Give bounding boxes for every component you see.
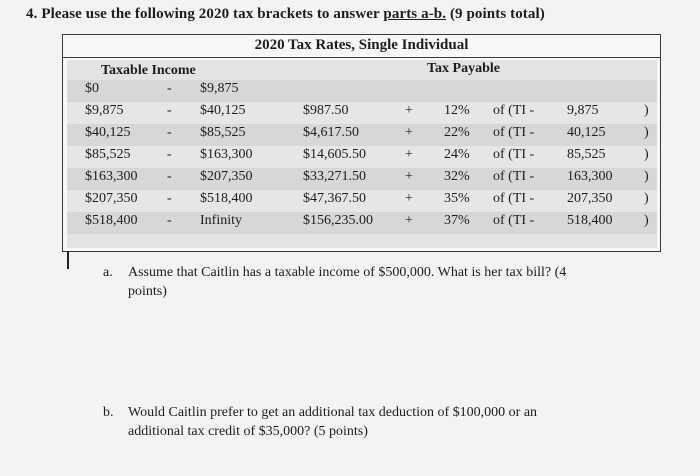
marginal-rate: 32%: [444, 169, 470, 184]
table-row: [67, 80, 657, 102]
bracket-low: $0: [85, 81, 99, 96]
bracket-dash: -: [167, 213, 172, 228]
plus-sign: +: [405, 213, 413, 228]
of-ti-label: of (TI -: [493, 125, 535, 140]
plus-sign: +: [405, 103, 413, 118]
table-row: [67, 212, 657, 234]
table-row: [67, 124, 657, 146]
plus-sign: +: [405, 125, 413, 140]
bracket-dash: -: [167, 147, 172, 162]
question-header: [26, 6, 545, 23]
marginal-rate: 22%: [444, 125, 470, 140]
threshold-amount: 85,525: [567, 147, 606, 162]
bracket-low: $518,400: [85, 213, 138, 228]
table-row: [67, 190, 657, 212]
bracket-low: $207,350: [85, 191, 138, 206]
base-tax: $156,235.00: [303, 213, 373, 228]
part-a: [103, 263, 693, 303]
base-tax: $47,367.50: [303, 191, 366, 206]
marginal-rate: 12%: [444, 103, 470, 118]
table-row: [67, 102, 657, 124]
bracket-dash: -: [167, 81, 172, 96]
taxable-income-header: Taxable Income: [101, 63, 196, 78]
of-ti-label: of (TI -: [493, 213, 535, 228]
threshold-amount: 9,875: [567, 103, 599, 118]
part-a-letter: a.: [103, 265, 113, 280]
of-ti-label: of (TI -: [493, 169, 535, 184]
tax-table: [62, 34, 661, 252]
bracket-high: $163,300: [200, 147, 253, 162]
text-cursor: [67, 251, 69, 269]
bracket-low: $40,125: [85, 125, 131, 140]
bracket-dash: -: [167, 191, 172, 206]
of-ti-label: of (TI -: [493, 147, 535, 162]
base-tax: $33,271.50: [303, 169, 366, 184]
bracket-low: $9,875: [85, 103, 124, 118]
question-points: (9 points total): [449, 6, 545, 22]
part-b-line2: additional tax credit of $35,000? (5 points): [128, 424, 368, 439]
threshold-amount: 518,400: [567, 213, 613, 228]
bracket-high: $518,400: [200, 191, 253, 206]
of-ti-label: of (TI -: [493, 191, 535, 206]
part-b: [103, 403, 693, 443]
marginal-rate: 37%: [444, 213, 470, 228]
of-ti-label: of (TI -: [493, 103, 535, 118]
threshold-amount: 163,300: [567, 169, 613, 184]
part-b-letter: b.: [103, 405, 114, 420]
bracket-dash: -: [167, 169, 172, 184]
table-body: [67, 60, 657, 248]
question-text: Please use the following 2020 tax brackets to answer: [41, 6, 380, 22]
closing-paren: ): [644, 169, 649, 184]
plus-sign: +: [405, 169, 413, 184]
closing-paren: ): [644, 213, 649, 228]
bracket-high: $40,125: [200, 103, 246, 118]
bracket-high: $207,350: [200, 169, 253, 184]
bracket-dash: -: [167, 103, 172, 118]
plus-sign: +: [405, 147, 413, 162]
part-a-line2: points): [128, 284, 167, 299]
question-parts-reference: parts a-b.: [383, 6, 447, 22]
bracket-high: $9,875: [200, 81, 239, 96]
base-tax: $14,605.50: [303, 147, 366, 162]
tax-payable-header: Tax Payable: [427, 61, 500, 76]
threshold-amount: 207,350: [567, 191, 613, 206]
bracket-dash: -: [167, 125, 172, 140]
part-b-line1: Would Caitlin prefer to get an additional tax deduction of $100,000 or an: [128, 405, 538, 420]
closing-paren: ): [644, 147, 649, 162]
bracket-high: Infinity: [200, 213, 242, 228]
closing-paren: ): [644, 125, 649, 140]
question-number: 4.: [26, 6, 38, 22]
plus-sign: +: [405, 191, 413, 206]
marginal-rate: 35%: [444, 191, 470, 206]
table-title: 2020 Tax Rates, Single Individual: [254, 37, 469, 53]
part-a-line1: Assume that Caitlin has a taxable income of $500,000. What is her tax bill? (4: [128, 265, 567, 280]
base-tax: $987.50: [303, 103, 349, 118]
bracket-low: $163,300: [85, 169, 138, 184]
bracket-low: $85,525: [85, 147, 131, 162]
threshold-amount: 40,125: [567, 125, 606, 140]
closing-paren: ): [644, 191, 649, 206]
closing-paren: ): [644, 103, 649, 118]
table-row: [67, 168, 657, 190]
table-title-divider: [63, 57, 660, 58]
table-row: [67, 146, 657, 168]
base-tax: $4,617.50: [303, 125, 359, 140]
bracket-high: $85,525: [200, 125, 246, 140]
marginal-rate: 24%: [444, 147, 470, 162]
